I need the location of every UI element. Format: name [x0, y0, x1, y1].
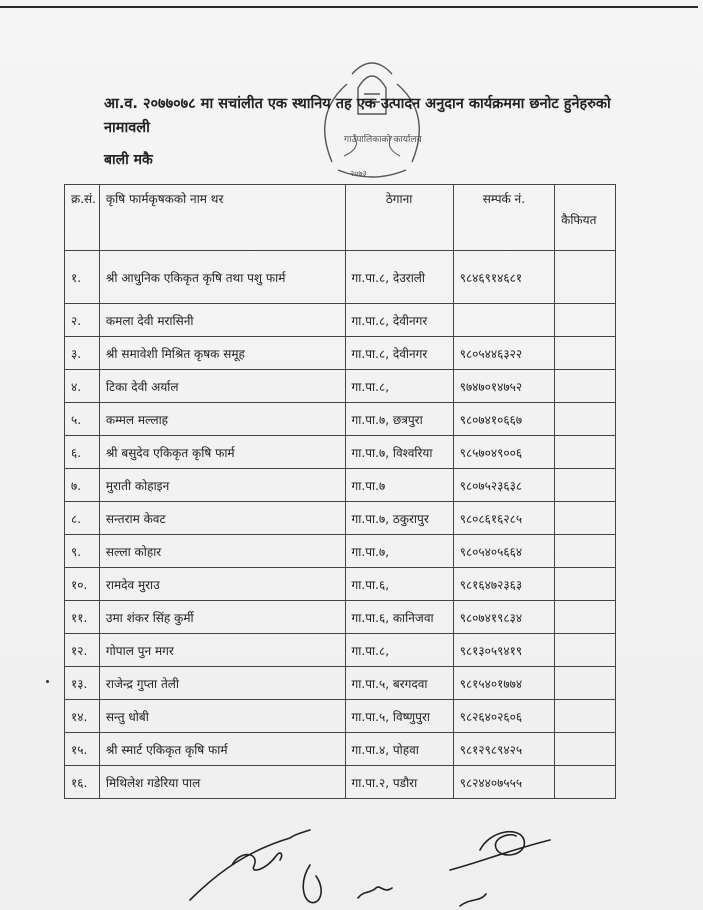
table-row: [65, 700, 616, 733]
cell-remarks: [555, 502, 616, 535]
table-row: [65, 403, 616, 436]
header-sn: क्र.सं.: [65, 185, 100, 251]
cell-sn: १५.: [65, 733, 100, 766]
cell-contact: ९७४७०१४७५२: [453, 370, 554, 403]
table-row: [65, 337, 616, 370]
header-contact: सम्पर्क नं.: [453, 185, 554, 251]
table-row: [65, 502, 616, 535]
cell-name: गोपाल पुन मगर: [99, 634, 345, 667]
cell-remarks: [555, 251, 616, 304]
table-row: [65, 601, 616, 634]
cell-remarks: [555, 337, 616, 370]
table-row: [65, 766, 616, 799]
cell-sn: ८.: [65, 502, 100, 535]
cell-contact: ९८०५४०५६६४: [453, 535, 554, 568]
table-row: [65, 304, 616, 337]
cell-address: गा.पा.५, विष्णुपुरा: [345, 700, 453, 733]
cell-address: गा.पा.८, देवीनगर: [345, 337, 453, 370]
cell-name: सन्तु धोबी: [99, 700, 345, 733]
stray-mark: [46, 680, 49, 683]
cell-sn: ३.: [65, 337, 100, 370]
signature-right: [450, 832, 550, 906]
cell-name: मिथिलेश गडेरिया पाल: [99, 766, 345, 799]
cell-contact: ९८२६४०२६०६: [453, 700, 554, 733]
cell-address: गा.पा.६,: [345, 568, 453, 601]
table-row: [65, 436, 616, 469]
cell-contact: ९८१३०५९४१९: [453, 634, 554, 667]
cell-remarks: [555, 436, 616, 469]
cell-remarks: [555, 535, 616, 568]
crop-label: बाली मकै: [104, 152, 153, 168]
svg-text:२०७३: २०७३: [350, 169, 367, 178]
header-remarks: कैफियत: [555, 185, 616, 251]
cell-address: गा.पा.८, देवीनगर: [345, 304, 453, 337]
cell-remarks: [555, 700, 616, 733]
cell-contact: [453, 304, 554, 337]
beneficiary-table: [64, 184, 616, 799]
header-address: ठेगाना: [345, 185, 453, 251]
cell-name: श्री स्मार्ट एकिकृत कृषि फार्म: [99, 733, 345, 766]
cell-address: गा.पा.७: [345, 469, 453, 502]
cell-address: गा.पा.२, पडौरा: [345, 766, 453, 799]
cell-name: श्री समावेशी मिश्रित कृषक समूह: [99, 337, 345, 370]
cell-address: गा.पा.५, बरगदवा: [345, 667, 453, 700]
cell-sn: ७.: [65, 469, 100, 502]
table-row: [65, 469, 616, 502]
table-row: [65, 733, 616, 766]
cell-name: राजेन्द्र गुप्ता तेली: [99, 667, 345, 700]
cell-address: गा.पा.८,: [345, 370, 453, 403]
cell-name: रामदेव मुराउ: [99, 568, 345, 601]
cell-contact: ९८०७५२३६३८: [453, 469, 554, 502]
cell-name: सन्तराम केवट: [99, 502, 345, 535]
cell-sn: २.: [65, 304, 100, 337]
table-row: [65, 535, 616, 568]
cell-remarks: [555, 370, 616, 403]
cell-name: कम्मल मल्लाह: [99, 403, 345, 436]
cell-address: गा.पा.८, देउराली: [345, 251, 453, 304]
seal-text: गाउँपालिकाको कार्यालय: [344, 135, 422, 145]
cell-address: गा.पा.६, कानिजवा: [345, 601, 453, 634]
cell-name: मुराती कोहाइन: [99, 469, 345, 502]
cell-contact: ९८२४४०७५५५: [453, 766, 554, 799]
cell-name: टिका देवी अर्याल: [99, 370, 345, 403]
cell-remarks: [555, 469, 616, 502]
cell-sn: १४.: [65, 700, 100, 733]
top-border-line: [0, 6, 698, 8]
cell-sn: १६.: [65, 766, 100, 799]
cell-name: श्री बसुदेव एकिकृत कृषि फार्म: [99, 436, 345, 469]
cell-name: उमा शंकर सिंह कुर्मी: [99, 601, 345, 634]
cell-address: गा.पा.७,: [345, 535, 453, 568]
document-title: आ.व. २०७७०७८ मा सचांलीत एक स्थानिय तह एक उत्पादन अनुदान कार्यक्रममा छनोट हुनेहरुको नामावली: [104, 96, 611, 136]
cell-remarks: [555, 634, 616, 667]
table-row: [65, 251, 616, 304]
cell-remarks: [555, 601, 616, 634]
header-name: कृषि फार्मकृषकको नाम थर: [99, 185, 345, 251]
cell-remarks: [555, 304, 616, 337]
cell-sn: ४.: [65, 370, 100, 403]
cell-remarks: [555, 568, 616, 601]
cell-contact: ९८५७०४९००६: [453, 436, 554, 469]
cell-address: गा.पा.८,: [345, 634, 453, 667]
cell-name: श्री आधुनिक एकिकृत कृषि तथा पशु फार्म: [99, 251, 345, 304]
table-row: [65, 568, 616, 601]
cell-contact: ९८०८६१६२८५: [453, 502, 554, 535]
cell-name: सल्ला कोहार: [99, 535, 345, 568]
cell-contact: ९८०५४४६३२२: [453, 337, 554, 370]
cell-sn: १३.: [65, 667, 100, 700]
cell-sn: ९.: [65, 535, 100, 568]
cell-remarks: [555, 403, 616, 436]
cell-contact: ९८०७४१०६६७: [453, 403, 554, 436]
cell-contact: ९८०७४१९८३४: [453, 601, 554, 634]
cell-address: गा.पा.७, विश्वरिया: [345, 436, 453, 469]
cell-remarks: [555, 766, 616, 799]
cell-contact: ९८४६९१४६८१: [453, 251, 554, 304]
table-row: [65, 634, 616, 667]
cell-sn: १.: [65, 251, 100, 304]
signature-left: [190, 830, 310, 900]
table-row: [65, 667, 616, 700]
cell-name: कमला देवी मरासिनी: [99, 304, 345, 337]
cell-contact: ९८१६४७२३६३: [453, 568, 554, 601]
cell-sn: १०.: [65, 568, 100, 601]
cell-sn: ६.: [65, 436, 100, 469]
signatures: [180, 810, 600, 910]
signature-middle: [303, 865, 392, 903]
cell-sn: १२.: [65, 634, 100, 667]
cell-contact: ९८१२९८९४२५: [453, 733, 554, 766]
cell-sn: ११.: [65, 601, 100, 634]
cell-sn: ५.: [65, 403, 100, 436]
cell-address: गा.पा.७, ठकुरापुर: [345, 502, 453, 535]
cell-remarks: [555, 667, 616, 700]
cell-contact: ९८१५४०१७७४: [453, 667, 554, 700]
cell-address: गा.पा.७, छत्रपुरा: [345, 403, 453, 436]
cell-address: गा.पा.४, पोहवा: [345, 733, 453, 766]
cell-remarks: [555, 733, 616, 766]
table-header-row: [65, 185, 616, 251]
table-row: [65, 370, 616, 403]
